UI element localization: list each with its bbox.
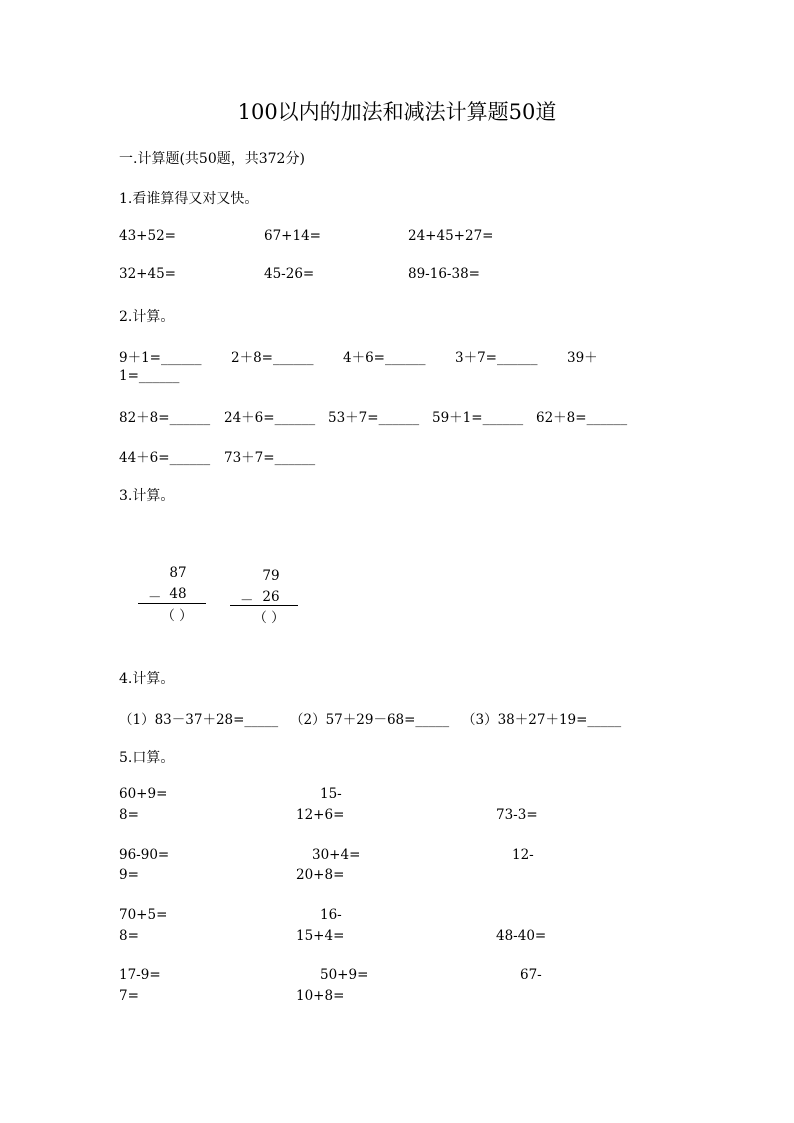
q5-item: 20+8=: [296, 867, 345, 883]
q2-item: 39＋: [567, 350, 598, 366]
q2-item: 73＋7=______: [224, 450, 316, 466]
q5-item: 15-: [320, 786, 342, 802]
q5-item: 12+6=: [296, 807, 345, 823]
q2-item: 24＋6=______: [224, 410, 316, 426]
page-title: 100以内的加法和减法计算题50道: [237, 100, 557, 124]
q5-item: 8=: [119, 807, 139, 823]
q5-item: 67-: [520, 967, 542, 983]
q2-item: 62＋8=______: [536, 410, 628, 426]
q5-item: 73-3=: [496, 807, 538, 823]
vertical-top-number: 87: [169, 565, 187, 581]
minus-sign: －: [240, 593, 254, 609]
q4-item: （2）57＋29－68=_____: [290, 712, 450, 728]
q2-item: 9＋1=______: [119, 350, 202, 366]
q2-item: 3＋7=______: [455, 350, 538, 366]
answer-blank: （ ）: [253, 610, 285, 626]
q5-item: 16-: [320, 907, 342, 923]
q2-item: 82＋8=______: [119, 410, 211, 426]
vertical-bottom-number: 26: [262, 589, 280, 605]
q5-item: 9=: [119, 867, 139, 883]
q2-item: 2＋8=______: [231, 350, 314, 366]
q4-item: （3）38＋27＋19=_____: [462, 712, 622, 728]
q5-item: 60+9=: [119, 786, 168, 802]
q5-item: 70+5=: [119, 907, 168, 923]
q5-item: 48-40=: [496, 928, 547, 944]
answer-blank: （ ）: [161, 608, 193, 624]
q1-item: 24+45+27=: [408, 228, 494, 244]
q1-item: 32+45=: [119, 266, 176, 282]
q5-item: 15+4=: [296, 928, 345, 944]
question-1-label: 1.看谁算得又对又快。: [119, 191, 259, 207]
question-3-label: 3.计算。: [119, 488, 175, 504]
q1-item: 45-26=: [264, 266, 315, 282]
q2-item: 4＋6=______: [343, 350, 426, 366]
minus-sign: －: [148, 590, 162, 606]
vertical-top-number: 79: [262, 568, 280, 584]
q2-item: 59＋1=______: [432, 410, 524, 426]
q2-item: 44＋6=______: [119, 450, 211, 466]
q5-item: 7=: [119, 988, 139, 1004]
question-2-label: 2.计算。: [119, 309, 175, 325]
q5-item: 12-: [512, 847, 534, 863]
q2-item: 53＋7=______: [328, 410, 420, 426]
q1-item: 89-16-38=: [408, 266, 480, 282]
q5-item: 96-90=: [119, 847, 170, 863]
question-4-label: 4.计算。: [119, 671, 175, 687]
vertical-bottom-number: 48: [169, 586, 187, 602]
q5-item: 30+4=: [312, 847, 361, 863]
q2-item: 1=______: [119, 368, 180, 384]
q5-item: 17-9=: [119, 967, 161, 983]
section-heading: 一.计算题(共50题，共372分): [119, 151, 305, 167]
question-5-label: 5.口算。: [119, 750, 175, 766]
q1-item: 67+14=: [264, 228, 321, 244]
q5-item: 10+8=: [296, 988, 345, 1004]
q1-item: 43+52=: [119, 228, 176, 244]
q4-item: （1）83－37＋28=_____: [119, 712, 279, 728]
q5-item: 50+9=: [320, 967, 369, 983]
q5-item: 8=: [119, 928, 139, 944]
